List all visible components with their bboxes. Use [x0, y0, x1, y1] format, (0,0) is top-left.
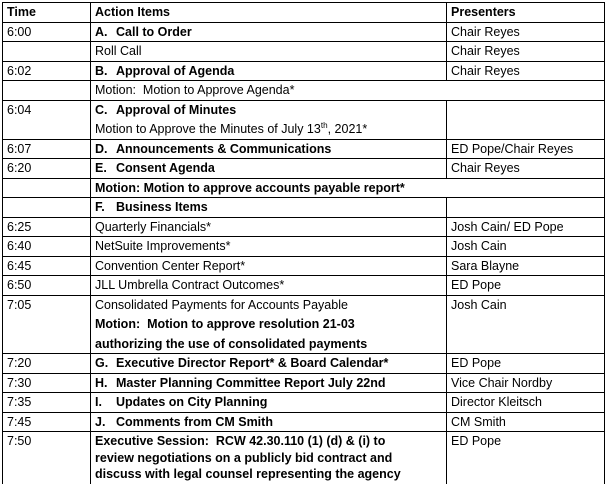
table-row: [3, 100, 605, 139]
action-cell: [91, 256, 447, 276]
action-line: Convention Center Report*: [95, 258, 246, 273]
col-header-time: Time: [3, 3, 91, 23]
presenter-cell: Chair Reyes: [447, 42, 605, 62]
action-cell: [91, 42, 447, 62]
action-line: F. Business Items: [95, 200, 208, 214]
time-cell: 7:05: [3, 295, 91, 354]
action-cell: [91, 393, 447, 413]
time-cell: 6:25: [3, 217, 91, 237]
item-letter: D.: [95, 141, 108, 156]
action-cell: [91, 373, 447, 393]
table-row: [3, 198, 605, 218]
time-cell: 7:20: [3, 354, 91, 374]
action-line: Motion: Motion to approve resolution 21-03: [95, 317, 355, 331]
action-line: NetSuite Improvements*: [95, 239, 231, 253]
col-header-action-items: Action Items: [91, 3, 447, 23]
action-cell: [91, 198, 447, 218]
action-line: I. Updates on City Planning: [95, 395, 268, 409]
item-letter: A.: [95, 24, 108, 39]
time-cell: 7:30: [3, 373, 91, 393]
table-row: [3, 22, 605, 42]
action-cell: [91, 139, 447, 159]
table-row: [3, 159, 605, 179]
action-line: Motion: Motion to Approve Agenda*: [95, 83, 295, 97]
action-cell: [91, 237, 447, 257]
table-row: [3, 139, 605, 159]
time-cell: 6:07: [3, 139, 91, 159]
action-line: authorizing the use of consolidated payments: [95, 336, 368, 351]
agenda-table-body: [3, 22, 605, 484]
table-row: [3, 217, 605, 237]
table-row: [3, 276, 605, 296]
action-line: J. Comments from CM Smith: [95, 414, 273, 429]
action-line: Roll Call: [95, 44, 142, 58]
time-cell: 7:50: [3, 432, 91, 484]
table-row: [3, 412, 605, 432]
table-row: [3, 393, 605, 413]
action-line: B. Approval of Agenda: [95, 63, 235, 78]
item-letter: F.: [95, 200, 105, 214]
action-cell: [91, 159, 447, 179]
item-letter: H.: [95, 375, 108, 390]
table-row: [3, 373, 605, 393]
presenter-cell: Director Kleitsch: [447, 393, 605, 413]
time-cell: [3, 81, 91, 101]
presenter-cell: Josh Cain: [447, 237, 605, 257]
time-cell: 7:45: [3, 412, 91, 432]
action-line: discuss with legal counsel representing the agency: [95, 467, 401, 481]
action-line: JLL Umbrella Contract Outcomes*: [95, 278, 285, 292]
table-row: [3, 354, 605, 374]
time-cell: [3, 42, 91, 62]
time-cell: 6:45: [3, 256, 91, 276]
action-cell: [91, 432, 447, 484]
time-cell: 6:02: [3, 61, 91, 81]
action-cell: [91, 61, 447, 81]
presenter-cell: Vice Chair Nordby: [447, 373, 605, 393]
time-cell: 6:04: [3, 100, 91, 139]
header-row: [3, 3, 605, 23]
action-line: Quarterly Financials*: [95, 219, 212, 234]
time-cell: 6:40: [3, 237, 91, 257]
action-line: A. Call to Order: [95, 24, 192, 39]
table-row: [3, 178, 605, 198]
time-cell: [3, 178, 91, 198]
time-cell: 7:35: [3, 393, 91, 413]
presenter-cell: ED Pope: [447, 276, 605, 296]
action-cell: [91, 354, 447, 374]
table-row: [3, 81, 605, 101]
action-line: G. Executive Director Report* & Board Calendar*: [95, 356, 389, 370]
presenter-cell: ED Pope: [447, 432, 605, 484]
time-cell: 6:20: [3, 159, 91, 179]
action-cell: [91, 295, 447, 354]
action-cell: [91, 412, 447, 432]
action-line: E. Consent Agenda: [95, 161, 215, 175]
presenter-cell: Sara Blayne: [447, 256, 605, 276]
action-line: H. Master Planning Committee Report July 22nd: [95, 375, 386, 390]
action-cell: [91, 276, 447, 296]
time-cell: 6:00: [3, 22, 91, 42]
time-cell: [3, 198, 91, 218]
table-row: [3, 295, 605, 354]
action-cell: [91, 100, 447, 139]
time-cell: 6:50: [3, 276, 91, 296]
presenter-cell: Chair Reyes: [447, 61, 605, 81]
presenter-cell: CM Smith: [447, 412, 605, 432]
action-line: D. Announcements & Communications: [95, 141, 332, 156]
item-letter: G.: [95, 356, 109, 370]
item-letter: C.: [95, 102, 108, 117]
action-cell: [91, 81, 605, 101]
table-row: [3, 256, 605, 276]
item-letter: E.: [95, 161, 107, 175]
action-cell: [91, 178, 605, 198]
item-letter: I.: [95, 395, 102, 409]
presenter-cell: ED Pope/Chair Reyes: [447, 139, 605, 159]
action-line: Executive Session: RCW 42.30.110 (1) (d) & (i) to: [95, 434, 386, 448]
presenter-cell: [447, 198, 605, 218]
action-line: Motion: Motion to approve accounts payable report*: [95, 180, 405, 195]
action-line: review negotiations on a publicly bid contract and: [95, 450, 393, 465]
presenter-cell: Josh Cain: [447, 295, 605, 354]
action-line: C. Approval of Minutes: [95, 102, 237, 117]
presenter-cell: Chair Reyes: [447, 22, 605, 42]
table-row: [3, 42, 605, 62]
table-row: [3, 237, 605, 257]
table-row: [3, 61, 605, 81]
action-cell: [91, 22, 447, 42]
action-line: Motion to Approve the Minutes of July 13th, 2021*: [95, 120, 368, 136]
item-letter: J.: [95, 414, 106, 429]
action-line: Consolidated Payments for Accounts Payable: [95, 297, 348, 312]
table-row: [3, 432, 605, 484]
action-cell: [91, 217, 447, 237]
col-header-presenters: Presenters: [447, 3, 605, 23]
presenter-cell: Chair Reyes: [447, 159, 605, 179]
agenda-table: [2, 2, 605, 484]
presenter-cell: [447, 100, 605, 139]
presenter-cell: Josh Cain/ ED Pope: [447, 217, 605, 237]
presenter-cell: ED Pope: [447, 354, 605, 374]
item-letter: B.: [95, 63, 108, 78]
